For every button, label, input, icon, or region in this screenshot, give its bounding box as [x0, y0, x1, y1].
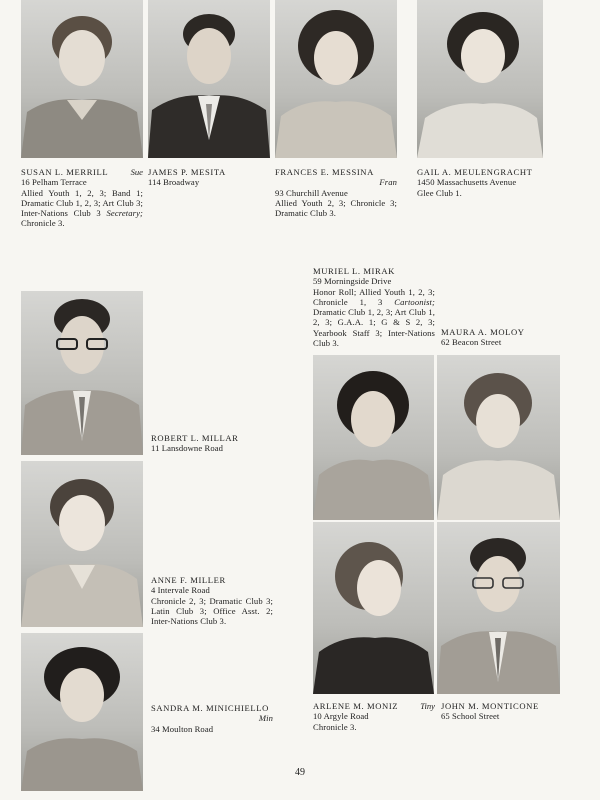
photo-anne-miller [21, 461, 143, 627]
student-address: 16 Pelham Terrace [21, 177, 87, 188]
student-name: SANDRA M. MINICHIELLO [151, 703, 269, 713]
student-activities: Chronicle 3. [313, 721, 357, 732]
student-address: 10 Argyle Road [313, 711, 369, 722]
student-nickname: Fran [379, 177, 397, 188]
entry-gail-meulengracht [417, 167, 567, 198]
entry-frances-messina [275, 167, 397, 218]
photo-arlene-moniz [313, 522, 434, 694]
student-activities: Glee Club 1. [417, 187, 462, 198]
photo-maura-moloy [437, 355, 560, 520]
entry-maura-moloy [441, 327, 566, 348]
student-name: ANNE F. MILLER [151, 575, 226, 585]
student-name: ARLENE M. MONIZ Tiny [313, 701, 435, 711]
student-activities: Allied Youth 2, 3; Chronicle 3; Dramatic Club 3. [275, 197, 397, 219]
entry-sandra-minichiello [151, 703, 273, 734]
student-address: 1450 Massachusetts Avenue [417, 177, 517, 188]
entry-anne-miller [151, 575, 273, 626]
student-address: 65 School Street [441, 711, 500, 722]
photo-robert-millar [21, 291, 143, 455]
student-address: 59 Morningside Drive [313, 276, 392, 287]
student-nickname: Tiny [420, 701, 435, 711]
student-name: JOHN M. MONTICONE [441, 701, 539, 711]
student-activities: Allied Youth 1, 2, 3; Band 1; Dramatic Club 1, 2, 3; Art Club 3; Inter-Nations Club 3 Secretary; Chronicle 3. [21, 187, 143, 229]
student-nickname: Sue [130, 167, 143, 177]
student-name: MAURA A. MOLOY [441, 327, 525, 337]
student-nickname: Min [258, 713, 273, 724]
student-address: 62 Beacon Street [441, 337, 502, 348]
student-name: SUSAN L. MERRILL Sue [21, 167, 143, 177]
student-address: 93 Churchill Avenue [275, 187, 348, 198]
entry-arlene-moniz [313, 701, 435, 732]
student-activities: Honor Roll; Allied Youth 1, 2, 3; Chronicle 1, 3 Cartoonist; Dramatic Club 1, 2, 3; Art Club 1, 2, 3; G.A.A. 1; G & S 2, 3; Yearbook Staff 3; Inter-Nations Club 3. [313, 286, 435, 349]
entry-james-mesita [148, 167, 270, 188]
student-address: 114 Broadway [148, 177, 200, 188]
photo-frances-messina [275, 0, 397, 158]
student-activities: Chronicle 2, 3; Dramatic Club 3; Latin Club 3; Office Asst. 2; Inter-Nations Club 3. [151, 595, 273, 627]
student-address: 34 Moulton Road [151, 723, 214, 734]
entry-john-monticone [441, 701, 566, 722]
entry-muriel-mirak [313, 266, 435, 348]
photo-john-monticone [437, 522, 560, 694]
student-name: MURIEL L. MIRAK [313, 266, 395, 276]
photo-susan-merrill [21, 0, 143, 158]
photo-james-mesita [148, 0, 270, 158]
student-name: GAIL A. MEULENGRACHT [417, 167, 533, 177]
photo-muriel-mirak [313, 355, 434, 520]
student-address: 11 Lansdowne Road [151, 443, 224, 454]
photo-gail-meulengracht [417, 0, 543, 158]
student-name: ROBERT L. MILLAR [151, 433, 239, 443]
entry-robert-millar [151, 433, 273, 454]
entry-susan-merrill [21, 167, 143, 229]
student-name: FRANCES E. MESSINA [275, 167, 374, 177]
page-number: 49 [295, 767, 305, 778]
student-address: 4 Intervale Road [151, 585, 210, 596]
student-name: JAMES P. MESITA [148, 167, 226, 177]
